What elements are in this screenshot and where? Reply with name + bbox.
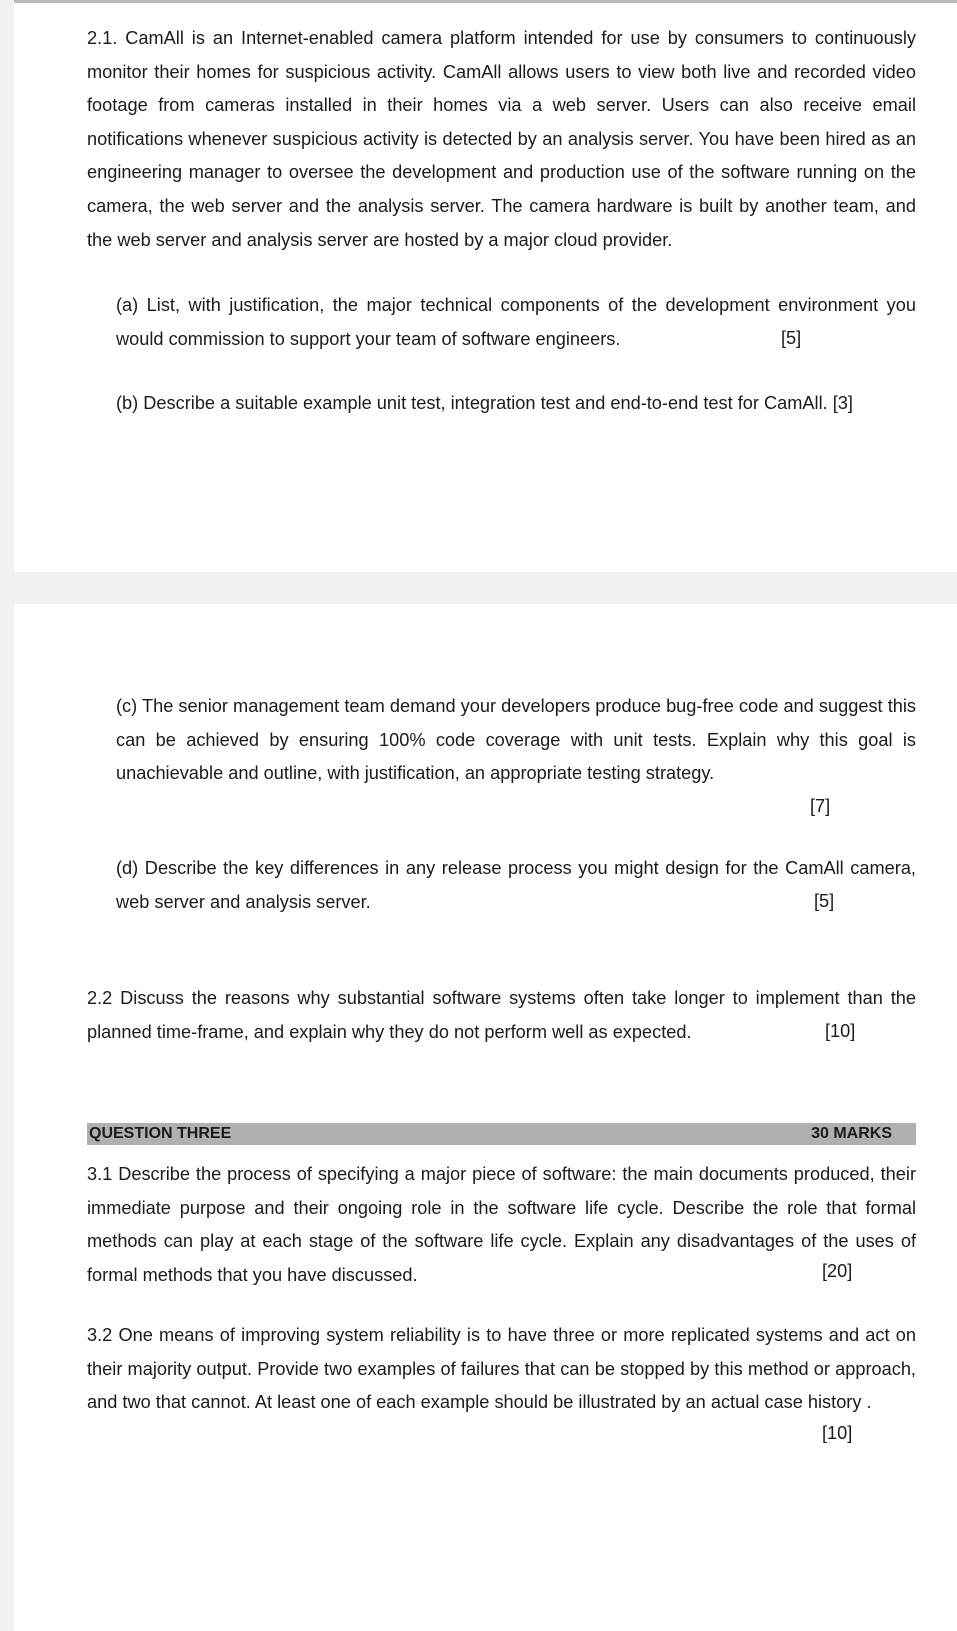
question-3-2-marks: [10]	[822, 1423, 853, 1443]
question-2-1-d-marks: [5]	[814, 891, 835, 911]
question-2-1-a-text: (a) List, with justification, the major technical components of the development environment you would commission to support your team of software engineers.	[116, 295, 916, 349]
question-3-1-marks: [20]	[822, 1261, 853, 1281]
question-3-2: 3.2 One means of improving system reliability is to have three or more replicated systems and act on their majority output. Provide two examples of failures that can be stopped by this method or approach, and two that cannot. At least one of each example should be illustrated by an actual case history .	[87, 1325, 916, 1413]
question-2-2-marks: [10]	[825, 1021, 856, 1041]
question-three-marks: 30 MARKS	[811, 1125, 892, 1142]
question-2-1-a-marks: [5]	[781, 328, 802, 348]
question-2-1-c-marks: [7]	[810, 796, 831, 816]
question-2-1-d: (d) Describe the key differences in any release process you might design for the CamAll camera, web server and analysis server.	[116, 858, 916, 912]
exam-page-1	[14, 0, 957, 572]
exam-page-2	[14, 604, 957, 1631]
question-2-1-intro: 2.1. CamAll is an Internet-enabled camera platform intended for use by consumers to continuously monitor their homes for suspicious activity. CamAll allows users to view both live and recorded video footage from cameras installed in their homes via a web server. Users can also receive email notifications whenever suspicious activity is detected by an analysis server. You have been hired as an engineering manager to oversee the development and production use of the software running on the camera, the web server and the analysis server. The camera hardware is built by another team, and the web server and analysis server are hosted by a major cloud provider.	[87, 28, 916, 250]
question-2-1-b: (b) Describe a suitable example unit test, integration test and end-to-end test for CamAll. [3]	[116, 393, 853, 413]
question-2-2: 2.2 Discuss the reasons why substantial software systems often take longer to implement than the planned time-frame, and explain why they do not perform well as expected.	[87, 988, 916, 1042]
question-three-title: QUESTION THREE	[89, 1125, 232, 1142]
question-three-header	[87, 1123, 916, 1145]
question-2-1-c: (c) The senior management team demand your developers produce bug-free code and suggest this can be achieved by ensuring 100% code coverage with unit tests. Explain why this goal is unachievable and outline, with justification, an appropriate testing strategy.	[116, 696, 916, 784]
question-3-1: 3.1 Describe the process of specifying a major piece of software: the main documents produced, their immediate purpose and their ongoing role in the software life cycle. Describe the role that formal methods can play at each stage of the software life cycle. Explain any disadvantages of the uses of formal methods that you have discussed.	[87, 1164, 916, 1285]
